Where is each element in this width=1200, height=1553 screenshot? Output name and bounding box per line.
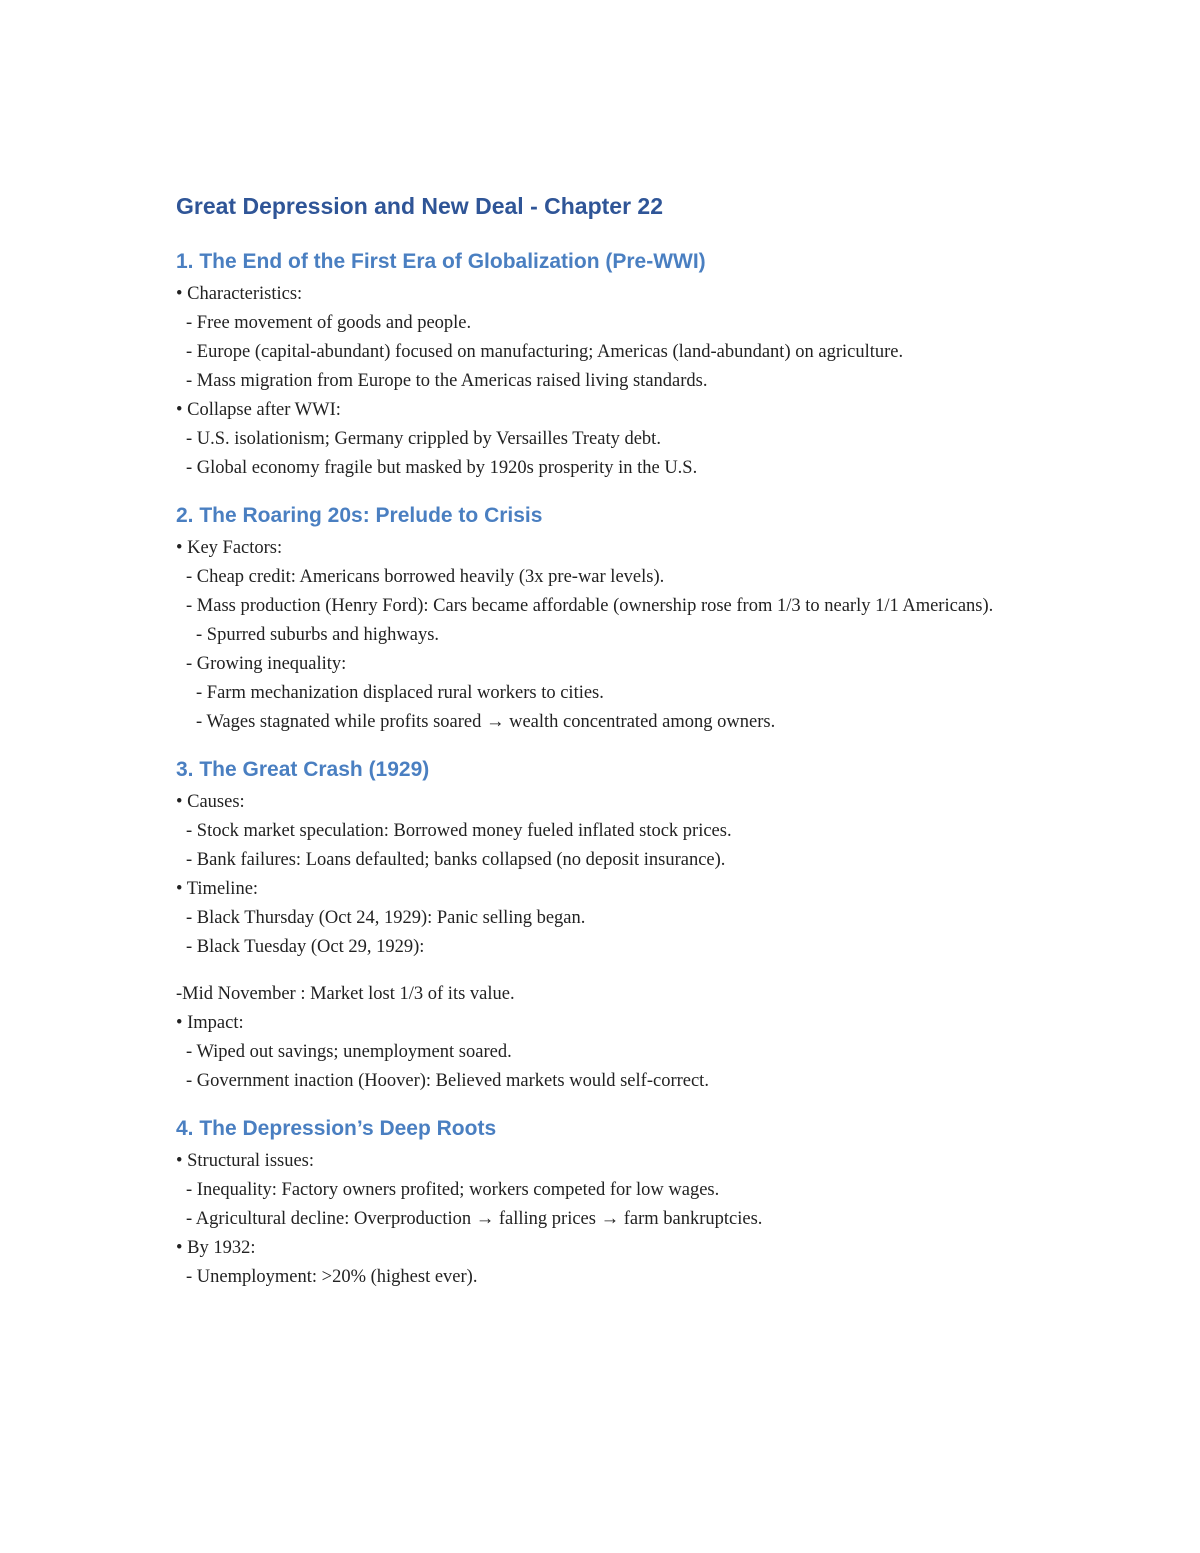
bullet-item: • Impact:: [176, 1013, 244, 1033]
paragraph-line: -Mid November : Market lost 1/3 of its value.: [176, 984, 515, 1004]
sub-item: - Bank failures: Loans defaulted; banks collapsed (no deposit insurance).: [186, 850, 726, 870]
sub-item: - Cheap credit: Americans borrowed heavily (3x pre-war levels).: [186, 567, 665, 587]
bullet-item: • By 1932:: [176, 1238, 256, 1258]
section-heading: 2. The Roaring 20s: Prelude to Crisis: [176, 504, 543, 527]
section-heading: 1. The End of the First Era of Globalization (Pre-WWI): [176, 250, 706, 273]
sub-item: - Mass migration from Europe to the Americas raised living standards.: [186, 371, 708, 391]
sub-item: - Mass production (Henry Ford): Cars became affordable (ownership rose from 1/3 to nearly 1/1 Americans).: [186, 596, 994, 616]
document-title: Great Depression and New Deal - Chapter 22: [176, 193, 663, 219]
bullet-item: • Causes:: [176, 792, 245, 812]
bullet-item: • Timeline:: [176, 879, 259, 899]
bullet-item: • Key Factors:: [176, 538, 283, 558]
sub-item: - Inequality: Factory owners profited; workers competed for low wages.: [186, 1180, 720, 1200]
sub-item: - Unemployment: >20% (highest ever).: [186, 1267, 478, 1287]
section-heading: 3. The Great Crash (1929): [176, 758, 430, 781]
bullet-item: • Structural issues:: [176, 1151, 315, 1171]
sub-item: - Global economy fragile but masked by 1920s prosperity in the U.S.: [186, 458, 698, 478]
sub-item: - Wiped out savings; unemployment soared.: [186, 1042, 512, 1062]
sub-item: - Growing inequality:: [186, 654, 347, 674]
sub-item: - U.S. isolationism; Germany crippled by Versailles Treaty debt.: [186, 429, 661, 449]
section-roaring-20s: [176, 498, 1026, 737]
bullet-item: • Characteristics:: [176, 284, 303, 304]
sub-item: - Black Thursday (Oct 24, 1929): Panic selling began.: [186, 908, 586, 928]
sub-item: - Government inaction (Hoover): Believed markets would self-correct.: [186, 1071, 709, 1091]
sub-item: - Europe (capital-abundant) focused on manufacturing; Americas (land-abundant) on agriculture.: [186, 342, 904, 362]
bullet-item: • Collapse after WWI:: [176, 400, 341, 420]
sub-item: - Black Tuesday (Oct 29, 1929):: [186, 937, 425, 957]
sub-sub-item: - Farm mechanization displaced rural workers to cities.: [196, 683, 604, 703]
sub-sub-item: - Spurred suburbs and highways.: [196, 625, 440, 645]
section-great-crash: [176, 752, 1026, 1096]
document-page: [176, 188, 1026, 1292]
section-heading: 4. The Depression’s Deep Roots: [176, 1117, 497, 1140]
sub-sub-item: - Wages stagnated while profits soared → wealth concentrated among owners.: [196, 712, 776, 732]
sub-item: - Agricultural decline: Overproduction → falling prices → farm bankruptcies.: [186, 1209, 763, 1229]
sub-item: - Free movement of goods and people.: [186, 313, 472, 333]
section-deep-roots: [176, 1111, 1026, 1292]
sub-item: - Stock market speculation: Borrowed money fueled inflated stock prices.: [186, 821, 732, 841]
section-globalization: [176, 244, 1026, 483]
